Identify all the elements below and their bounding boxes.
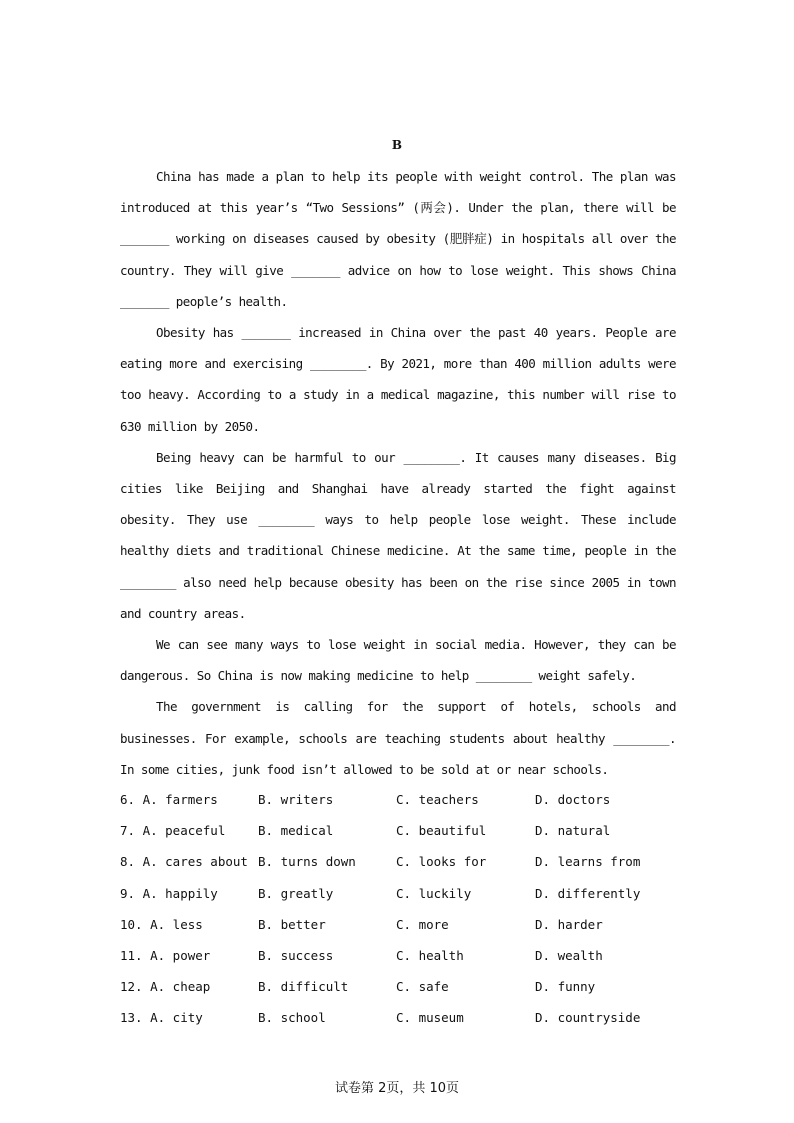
page-footer: 试卷第 2页，共 10页 — [334, 1081, 460, 1096]
option-d: D. learns from — [535, 854, 641, 870]
option-d: D. countryside — [535, 1010, 641, 1026]
question-12 — [120, 971, 680, 1002]
option-c: C. more — [396, 916, 449, 932]
option-c: C. museum — [396, 1010, 464, 1026]
option-b: B. greatly — [258, 885, 334, 901]
paragraph-2: Obesity has _______ increased in China over the past 40 years. People are eating more and exercising ________. By 2021, more than 400 million adults were too heavy. According to a study in a medical magazine, this number will rise to 630 million by 2050. — [120, 325, 676, 434]
paragraph-5: The government is calling for the support of hotels, schools and businesses. For example, schools are teaching students about healthy ________. In some cities, junk food isn’t allowed to be sold at or near schools. — [120, 699, 676, 777]
option-d: D. natural — [535, 823, 611, 839]
option-a: 9. A. happily — [120, 885, 218, 901]
question-9 — [120, 878, 680, 909]
question-13 — [120, 1002, 680, 1033]
option-b: B. difficult — [258, 979, 349, 995]
option-b: B. success — [258, 947, 334, 963]
option-c: C. teachers — [396, 792, 479, 807]
question-7 — [120, 815, 680, 846]
option-d: D. funny — [535, 979, 596, 995]
option-d: D. wealth — [535, 947, 603, 963]
option-d: D. harder — [535, 916, 603, 932]
option-a: 12. A. cheap — [120, 979, 211, 995]
option-b: B. medical — [258, 823, 334, 839]
option-a: 11. A. power — [120, 947, 211, 963]
option-b: B. writers — [258, 792, 334, 807]
section-title: B — [391, 138, 403, 152]
option-a: 10. A. less — [120, 916, 203, 932]
paragraph-4: We can see many ways to lose weight in social media. However, they can be dangerous. So China is now making medicine to help ________ weight safely. — [120, 637, 676, 684]
option-c: C. health — [396, 947, 464, 963]
question-6 — [120, 784, 680, 815]
question-10 — [120, 909, 680, 940]
option-d: D. doctors — [535, 792, 611, 807]
option-c: C. looks for — [396, 854, 487, 870]
option-c: C. luckily — [396, 885, 472, 901]
option-a: 8. A. cares about — [120, 854, 248, 870]
question-11 — [120, 940, 680, 971]
option-d: D. differently — [535, 885, 641, 901]
question-options — [120, 784, 680, 1034]
option-b: B. turns down — [258, 854, 356, 870]
paragraph-3: Being heavy can be harmful to our ________. It causes many diseases. Big cities like Beijing and Shanghai have already started the fight against obesity. They use ________ ways to help people lose weight. These include healthy diets and traditional Chinese medicine. At the same time, people in the ________ also need help because obesity has been on the rise since 2005 in town and country areas. — [120, 449, 676, 621]
option-a: 6. A. farmers — [120, 792, 218, 807]
paragraph-1: China has made a plan to help its people with weight control. The plan was introduced at this year’s “Two Sessions” (两会). Under the plan, there will be _______ working on diseases caused by obesity (肥胖症) in hospitals all over the country. They will give _______ advice on how to lose weight. This shows China _______ people’s health. — [120, 169, 676, 309]
reading-passage — [120, 161, 676, 785]
option-c: C. safe — [396, 979, 449, 995]
option-b: B. school — [258, 1010, 326, 1026]
option-a: 7. A. peaceful — [120, 823, 226, 839]
option-b: B. better — [258, 916, 326, 932]
option-c: C. beautiful — [396, 823, 487, 839]
option-a: 13. A. city — [120, 1010, 203, 1026]
question-8 — [120, 846, 680, 877]
